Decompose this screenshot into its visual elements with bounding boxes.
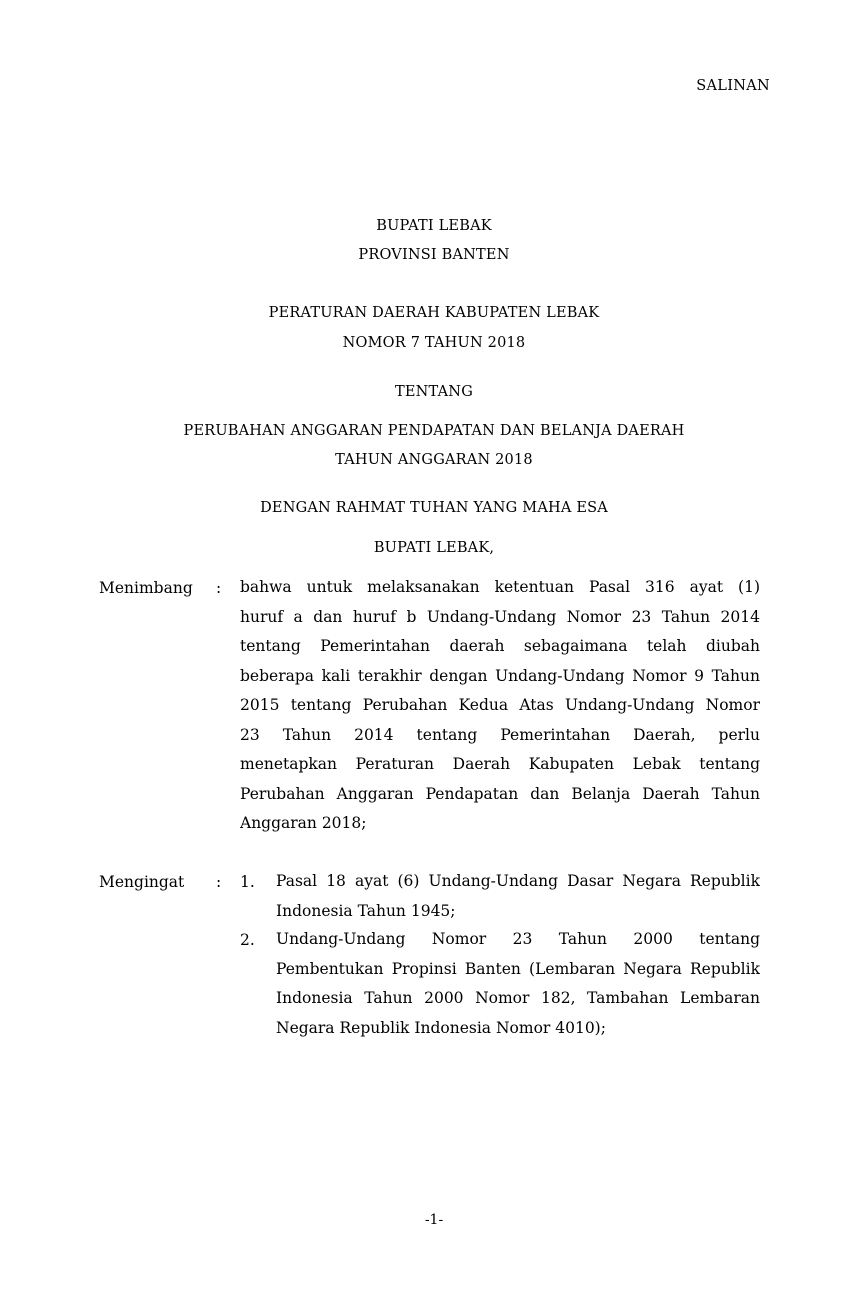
regulation-number: NOMOR 7 TAHUN 2018 <box>342 335 526 351</box>
menimbang-label: Menimbang <box>99 579 193 597</box>
text-line: Pasal 18 ayat (6) Undang-Undang Dasar Negara Republik <box>276 872 760 890</box>
text-line: Negara Republik Indonesia Nomor 4010); <box>276 1018 606 1037</box>
menimbang-text <box>240 573 760 839</box>
text-line: Perubahan Anggaran Pendapatan dan Belanja Daerah Tahun <box>240 784 760 803</box>
text-line: 2015 tentang Perubahan Kedua Atas Undang-Undang Nomor <box>240 696 760 714</box>
mengingat-item-text <box>276 925 760 1043</box>
page-number: -1- <box>424 1212 444 1228</box>
mengingat-item-number: 1. <box>240 873 255 891</box>
salinan-stamp: SALINAN <box>696 78 770 94</box>
tentang-heading: TENTANG <box>395 384 473 400</box>
regulation-title: PERATURAN DAERAH KABUPATEN LEBAK <box>268 305 600 321</box>
preamble-blessing: DENGAN RAHMAT TUHAN YANG MAHA ESA <box>260 500 608 516</box>
mengingat-colon: : <box>216 873 222 891</box>
text-line: Pembentukan Propinsi Banten (Lembaran Negara Republik <box>276 959 760 978</box>
text-line: bahwa untuk melaksanakan ketentuan Pasal 316 ayat (1) <box>240 578 760 596</box>
text-line: Undang-Undang Nomor 23 Tahun 2000 tentang <box>276 930 760 948</box>
text-line: menetapkan Peraturan Daerah Kabupaten Lebak tentang <box>240 755 760 773</box>
text-line: tentang Pemerintahan daerah sebagaimana telah diubah <box>240 637 760 655</box>
text-line: 23 Tahun 2014 tentang Pemerintahan Daerah, perlu <box>240 725 760 744</box>
regent-signatory-heading: BUPATI LEBAK, <box>373 540 495 556</box>
mengingat-item-text <box>276 867 760 926</box>
mengingat-item-number: 2. <box>240 931 255 949</box>
subject-line-2: TAHUN ANGGARAN 2018 <box>335 452 533 468</box>
text-line: huruf a dan huruf b Undang-Undang Nomor 23 Tahun 2014 <box>240 607 760 626</box>
text-line: Anggaran 2018; <box>240 814 367 832</box>
menimbang-colon: : <box>216 579 222 597</box>
text-line: Indonesia Tahun 1945; <box>276 901 456 920</box>
regent-title: BUPATI LEBAK <box>376 218 492 234</box>
text-line: beberapa kali terakhir dengan Undang-Undang Nomor 9 Tahun <box>240 666 760 685</box>
text-line: Indonesia Tahun 2000 Nomor 182, Tambahan Lembaran <box>276 989 760 1007</box>
province-title: PROVINSI BANTEN <box>358 247 510 263</box>
mengingat-label: Mengingat <box>99 873 185 891</box>
subject-line-1: PERUBAHAN ANGGARAN PENDAPATAN DAN BELANJA DAERAH <box>183 423 685 439</box>
